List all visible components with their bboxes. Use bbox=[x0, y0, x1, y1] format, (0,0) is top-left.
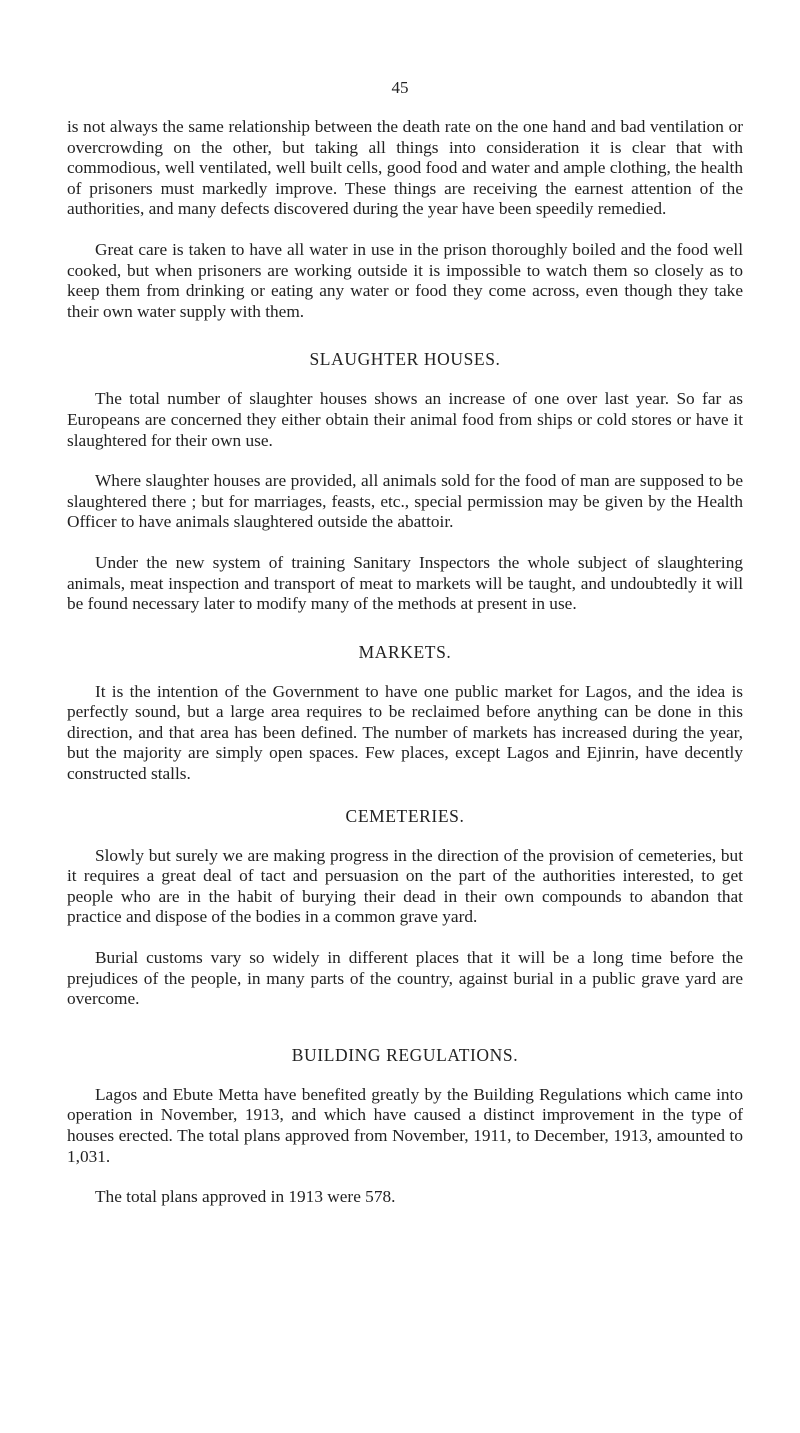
heading-building-regulations: BUILDING REGULATIONS. bbox=[291, 1044, 519, 1065]
page-body bbox=[67, 117, 743, 1228]
paragraph-slaughter-2: Where slaughter houses are provided, all animals sold for the food of man are supposed to be slaughtered there ; but for marriages, feasts, etc., special permission may be given by the Health Officer to have animals slaughtered outside the abattoir. bbox=[67, 471, 743, 532]
paragraph-cemeteries-2: Burial customs vary so widely in different places that it will be a long time before the prejudices of the people, in many parts of the country, against burial in a public grave yard are overcome. bbox=[67, 948, 743, 1009]
paragraph-building-2: The total plans approved in 1913 were 578. bbox=[95, 1187, 396, 1207]
paragraph-building-1: Lagos and Ebute Metta have benefited greatly by the Building Regulations which came into operation in November, 1913, and which have caused a distinct improvement in the type of houses erected. The total plans approved from November, 1911, to December, 1913, amounted to 1,031. bbox=[67, 1084, 743, 1166]
paragraph-intro-2: Great care is taken to have all water in use in the prison thoroughly boiled and the food well cooked, but when prisoners are working outside it is impossible to watch them so closely as to keep them from drinking or eating any water or food they come across, even though they take their own water supply with them. bbox=[67, 239, 743, 321]
paragraph-slaughter-1: The total number of slaughter houses shows an increase of one over last year. So far as Europeans are concerned they either obtain their animal food from ships or cold stores or have it slaughtered for their own use. bbox=[67, 389, 743, 450]
paragraph-intro-1: is not always the same relationship between the death rate on the one hand and bad ventilation or overcrowding on the other, but taking all things into consideration it is clear that with commodious, well ventilated, well built cells, good food and water and ample clothing, the health of prisoners must markedly improve. These things are receiving the earnest attention of the authorities, and many defects discovered during the year have been speedily remedied. bbox=[67, 117, 743, 219]
paragraph-slaughter-3: Under the new system of training Sanitary Inspectors the whole subject of slaughtering animals, meat inspection and transport of meat to markets will be taught, and undoubtedly it will be found necessary later to modify many of the methods at present in use. bbox=[67, 552, 743, 614]
heading-cemeteries: CEMETERIES. bbox=[345, 805, 465, 826]
page-number: 45 bbox=[391, 78, 409, 97]
paragraph-cemeteries-1: Slowly but surely we are making progress in the direction of the provision of cemeteries, but it requires a great deal of tact and persuasion on the part of the authorities interested, to get people who are in the habit of burying their dead in their own compounds to abandon that practice and dispose of the bodies in a common grave yard. bbox=[67, 845, 743, 927]
heading-markets: MARKETS. bbox=[358, 641, 452, 662]
heading-slaughter-houses: SLAUGHTER HOUSES. bbox=[309, 349, 501, 370]
paragraph-markets-1: It is the intention of the Government to have one public market for Lagos, and the idea is perfectly sound, but a large area requires to be reclaimed before anything can be done in this direction, and that area has been defined. The number of markets has increased during the year, but the majority are simply open spaces. Few places, except Lagos and Ejinrin, have decently constructed stalls. bbox=[67, 681, 743, 784]
